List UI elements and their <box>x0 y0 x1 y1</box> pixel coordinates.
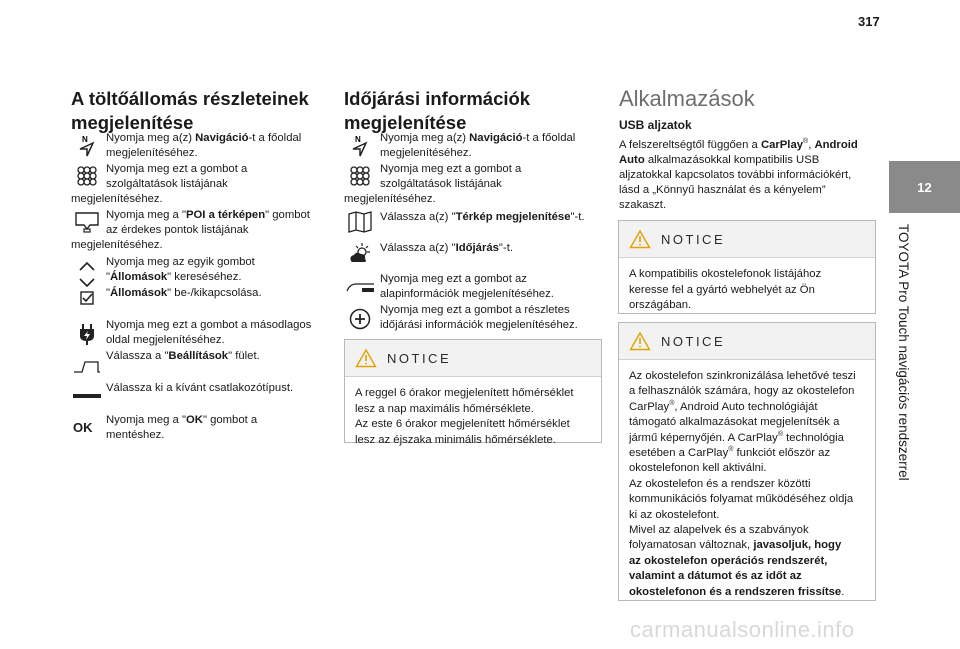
col3-subheading: USB aljzatok <box>619 118 692 132</box>
menu-grid-icon <box>72 164 102 188</box>
chapter-tab: 12 <box>889 161 960 213</box>
col2-notice <box>344 339 602 446</box>
col2-item-basic-info: Nyomja meg ezt a gombot az alapinformációk megjelenítéséhez. <box>380 273 554 300</box>
connector-slider-icon <box>72 384 102 408</box>
col1-item-choose: Nyomja meg az egyik gombot <box>106 256 255 268</box>
col1-item-ok: Nyomja meg a "OK" gombot a mentéshez. <box>106 414 258 441</box>
col1-item-settings: Válassza a "Beállítások" fület. <box>106 350 260 362</box>
col1-item-poi-line3: megjelenítéséhez. <box>71 239 163 251</box>
col2-heading-line2: megjelenítése <box>344 112 467 133</box>
warning-icon <box>629 229 651 249</box>
page-number: 317 <box>858 14 880 29</box>
col3-notice-sync <box>618 322 876 601</box>
settings-tab-icon <box>72 354 102 378</box>
col1-item-poi: Nyomja meg a "POI a térképen" gombot az érdekes pontok listájának <box>106 209 310 236</box>
notice-body: Az okostelefon szinkronizálása lehetővé teszi a felhasználók számára, hogy az okostelefon CarPlay®, Android Auto technológiáját támogató alkalmazásokat megjelenítsék a jármű képernyőjén. A CarPlay® technológia esetében a CarPlay® funkciót először az okostelefonon kell aktiválni. Az okostelefon és a rendszer közötti kommunikációs folyamat működéséhez oldja ki az okostelefont. Mivel az alapelvek és a szabványok folyamatosan változnak, javasoljuk, hogy az okostelefon operációs rendszerét, valamint a dátumot és az időt az okostelefonon és a rendszeren frissítse. <box>629 370 856 598</box>
col1-heading-line2: megjelenítése <box>71 112 194 133</box>
col1-item-navigation: Nyomja meg a(z) Navigáció-t a főoldal megjelenítéséhez. <box>106 132 302 159</box>
col2-heading <box>344 87 604 135</box>
basic-info-slider-icon <box>345 276 375 300</box>
navigation-icon <box>345 134 375 158</box>
poi-map-icon <box>72 210 102 234</box>
notice-header <box>619 323 875 360</box>
map-display-icon <box>345 210 375 234</box>
col1-item-connector-type: Válassza ki a kívánt csatlakozótípust. <box>106 382 294 394</box>
ok-icon: OK <box>73 420 93 435</box>
plus-circle-icon <box>345 307 375 331</box>
col1-item-services-line3: megjelenítéséhez. <box>71 193 163 205</box>
chapter-title: TOYOTA Pro Touch navigációs rendszerrel <box>896 224 911 481</box>
watermark: carmanualsonline.info <box>630 617 855 642</box>
notice-label: NOTICE <box>661 333 726 349</box>
col1-item-toggle-stations: "Állomások" be-/kikapcsolása. <box>106 287 262 299</box>
notice-label: NOTICE <box>387 350 452 366</box>
col2-heading-line1: Időjárási információk <box>344 88 531 109</box>
notice-body: A kompatibilis okostelefonok listájához keresse fel a gyártó webhelyét az Ön országában. <box>629 268 822 311</box>
warning-icon <box>629 331 651 351</box>
navigation-icon <box>72 134 102 158</box>
notice-body: A reggel 6 órakor megjelenített hőmérséklet lesz a nap maximális hőmérséklete. Az este 6 órakor megjelenített hőmérséklet lesz az éjszaka minimális hőmérséklete. <box>355 387 574 446</box>
notice-header <box>619 221 875 258</box>
col1-item-services: Nyomja meg ezt a gombot a szolgáltatások listájának <box>106 163 248 190</box>
col3-paragraph: A felszereltségtől függően a CarPlay®, Android Auto alkalmazásokkal kompatibilis USB aljzatokkal kapcsolatos további információkért, lásd a „Könnyű használat és a kényelem” szakaszt. <box>619 138 858 211</box>
col2-item-services: Nyomja meg ezt a gombot a szolgáltatások listájának <box>380 163 522 190</box>
checkbox-icon <box>72 286 102 310</box>
warning-icon <box>355 348 377 368</box>
col2-item-services-line3: megjelenítéséhez. <box>344 193 436 205</box>
notice-header <box>345 340 601 377</box>
col1-heading-line1: A töltőállomás részleteinek <box>71 88 309 109</box>
menu-grid-icon <box>345 164 375 188</box>
col3-heading: Alkalmazások <box>619 86 755 111</box>
weather-icon <box>345 241 375 265</box>
col2-item-navigation: Nyomja meg a(z) Navigáció-t a főoldal megjelenítéséhez. <box>380 132 576 159</box>
charging-plug-icon <box>72 322 102 346</box>
col3-notice-compatible <box>618 220 876 314</box>
col2-item-detailed-weather: Nyomja meg ezt a gombot a részletes időjárási információk megjelenítéséhez. <box>380 304 578 331</box>
col2-item-weather: Válassza a(z) "Időjárás"-t. <box>380 242 513 254</box>
svg-text:N: N <box>355 135 361 144</box>
col1-heading <box>71 87 341 135</box>
notice-label: NOTICE <box>661 231 726 247</box>
svg-text:N: N <box>82 135 88 144</box>
col1-item-search-stations: "Állomások" kereséséhez. <box>106 271 242 283</box>
col2-item-map-display: Válassza a(z) "Térkép megjelenítése"-t. <box>380 211 585 223</box>
col1-item-secondary-page: Nyomja meg ezt a gombot a másodlagos oldal megjelenítéséhez. <box>106 319 312 346</box>
